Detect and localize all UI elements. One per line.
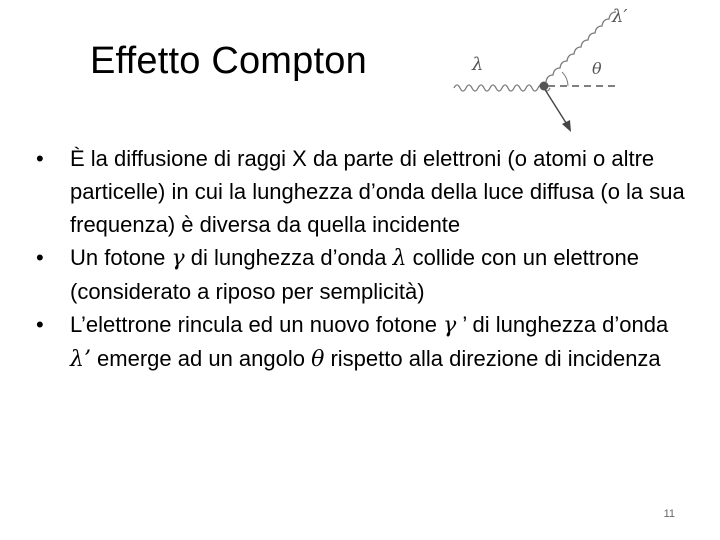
wavelength-symbol: λ’ (70, 347, 91, 372)
bullet-marker: • (36, 245, 44, 270)
compton-scattering-diagram (440, 0, 720, 140)
photon-symbol: γ (443, 313, 457, 338)
bullet-text: ’ di lunghezza d’onda (456, 312, 669, 337)
bullet-item (34, 308, 694, 376)
bullet-text: collide con un elettrone (considerato a riposo per semplicità) (70, 245, 639, 304)
recoil-electron-arrowhead (562, 120, 571, 132)
bullet-item (34, 142, 694, 241)
angle-symbol: θ (311, 347, 325, 372)
slide-title: Effetto Compton (90, 40, 367, 82)
page-number: 11 (663, 508, 675, 520)
recoil-electron-path (544, 88, 568, 126)
incident-wavelength-label: λ (472, 54, 484, 75)
bullet-text: di lunghezza d’onda (184, 245, 393, 270)
electron-dot (540, 82, 549, 91)
bullet-text: L’elettrone rincula ed un nuovo fotone (70, 312, 444, 337)
bullet-text: emerge ad un angolo (90, 346, 312, 371)
scattered-photon-wave (546, 12, 616, 82)
bullet-text: rispetto alla direzione di incidenza (324, 346, 661, 371)
bullet-marker: • (36, 312, 44, 337)
scattering-angle-arc (562, 72, 568, 86)
scattering-angle-label: θ (592, 59, 602, 78)
bullet-list (34, 142, 694, 376)
photon-symbol: γ (171, 246, 185, 271)
bullet-text: È la diffusione di raggi X da parte di elettroni (o atomi o altre particelle) in cui la lunghezza d’onda della luce diffusa (o la sua frequenza) è diversa da quella incidente (70, 146, 685, 237)
bullet-item (34, 241, 694, 308)
wavelength-symbol: λ (392, 246, 407, 271)
bullet-text: Un fotone (70, 245, 172, 270)
bullet-marker: • (36, 146, 44, 171)
scattered-wavelength-label: λ′ (612, 6, 628, 27)
incident-photon-wave (454, 85, 550, 91)
